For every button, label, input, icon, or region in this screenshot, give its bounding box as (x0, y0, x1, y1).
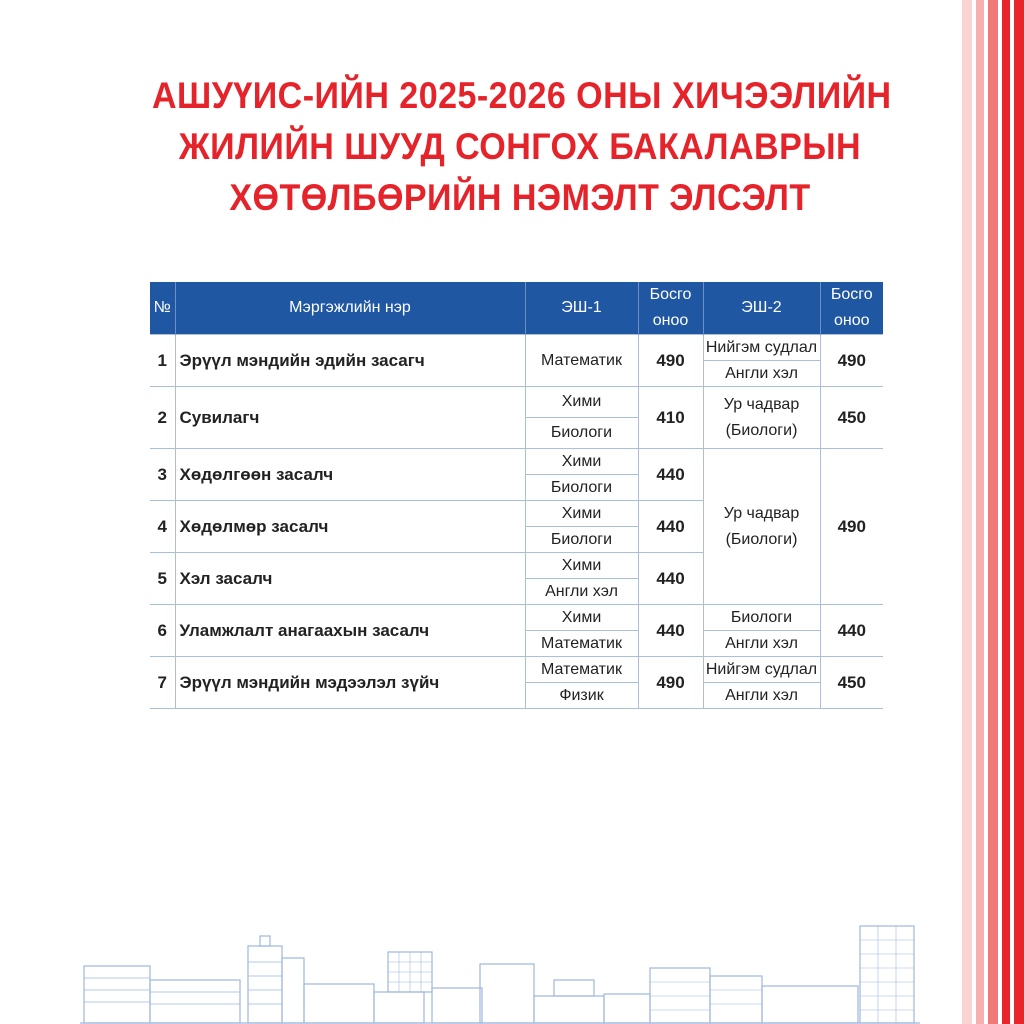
header-score2: Босго оноо (820, 282, 883, 335)
row-esh1: Хими (525, 449, 638, 475)
row-esh1: Биологи (525, 475, 638, 501)
row-score1: 440 (638, 553, 703, 605)
row-esh2: Биологи (703, 605, 820, 631)
row-esh1: Физик (525, 683, 638, 709)
row-num: 1 (150, 335, 175, 387)
row-esh1: Математик (525, 335, 638, 387)
decor-stripe (962, 0, 972, 1024)
row-num: 7 (150, 657, 175, 709)
row-esh1: Биологи (525, 418, 638, 449)
table-row (150, 657, 883, 683)
table-row (150, 335, 883, 361)
table-row (150, 449, 883, 475)
header-score1: Босго оноо (638, 282, 703, 335)
row-score2: 440 (820, 605, 883, 657)
row-name: Сувилагч (175, 387, 525, 449)
header-esh1: ЭШ-1 (525, 282, 638, 335)
header-name: Мэргэжлийн нэр (175, 282, 525, 335)
decor-stripe (976, 0, 984, 1024)
row-name: Хэл засалч (175, 553, 525, 605)
row-name: Хөдөлгөөн засалч (175, 449, 525, 501)
row-esh1: Хими (525, 387, 638, 418)
row-esh1: Англи хэл (525, 579, 638, 605)
row-name: Хөдөлмөр засалч (175, 501, 525, 553)
row-num: 5 (150, 553, 175, 605)
row-esh2: Ур чадвар (Биологи) (703, 387, 820, 449)
row-score2: 450 (820, 657, 883, 709)
table-row (150, 387, 883, 418)
row-esh2: Англи хэл (703, 361, 820, 387)
header-esh2: ЭШ-2 (703, 282, 820, 335)
row-score2: 450 (820, 387, 883, 449)
row-num: 4 (150, 501, 175, 553)
row-score1: 440 (638, 449, 703, 501)
row-name: Уламжлалт анагаахын засалч (175, 605, 525, 657)
title-line: ЖИЛИЙН ШУУД СОНГОХ БАКАЛАВРЫН (178, 126, 862, 167)
row-score1: 440 (638, 501, 703, 553)
header-num: № (150, 282, 175, 335)
row-score2: 490 (820, 335, 883, 387)
row-esh1: Математик (525, 657, 638, 683)
row-score1: 490 (638, 657, 703, 709)
row-esh1: Хими (525, 605, 638, 631)
row-esh2: Англи хэл (703, 631, 820, 657)
row-score1: 410 (638, 387, 703, 449)
decor-stripe (1002, 0, 1024, 1024)
row-score1: 440 (638, 605, 703, 657)
title-line: АШУҮИС-ИЙН 2025-2026 ОНЫ ХИЧЭЭЛИЙН (152, 75, 892, 116)
row-num: 6 (150, 605, 175, 657)
row-esh1: Математик (525, 631, 638, 657)
row-esh1: Хими (525, 553, 638, 579)
city-skyline-illustration (80, 918, 920, 1024)
shared-esh2: Ур чадвар (Биологи) (703, 449, 820, 605)
row-esh1: Биологи (525, 527, 638, 553)
shared-score2: 490 (820, 449, 883, 605)
row-esh2: Нийгэм судлал (703, 335, 820, 361)
row-num: 3 (150, 449, 175, 501)
table-row (150, 605, 883, 631)
decor-stripe (988, 0, 998, 1024)
table-header-row (150, 282, 883, 335)
row-esh2: Англи хэл (703, 683, 820, 709)
row-num: 2 (150, 387, 175, 449)
page-title (152, 70, 892, 223)
admission-table (150, 282, 883, 709)
row-name: Эрүүл мэндийн мэдээлэл зүйч (175, 657, 525, 709)
row-name: Эрүүл мэндийн эдийн засагч (175, 335, 525, 387)
row-score1: 490 (638, 335, 703, 387)
row-esh2: Нийгэм судлал (703, 657, 820, 683)
row-esh1: Хими (525, 501, 638, 527)
title-line: ХӨТӨЛБӨРИЙН НЭМЭЛТ ЭЛСЭЛТ (229, 177, 811, 218)
